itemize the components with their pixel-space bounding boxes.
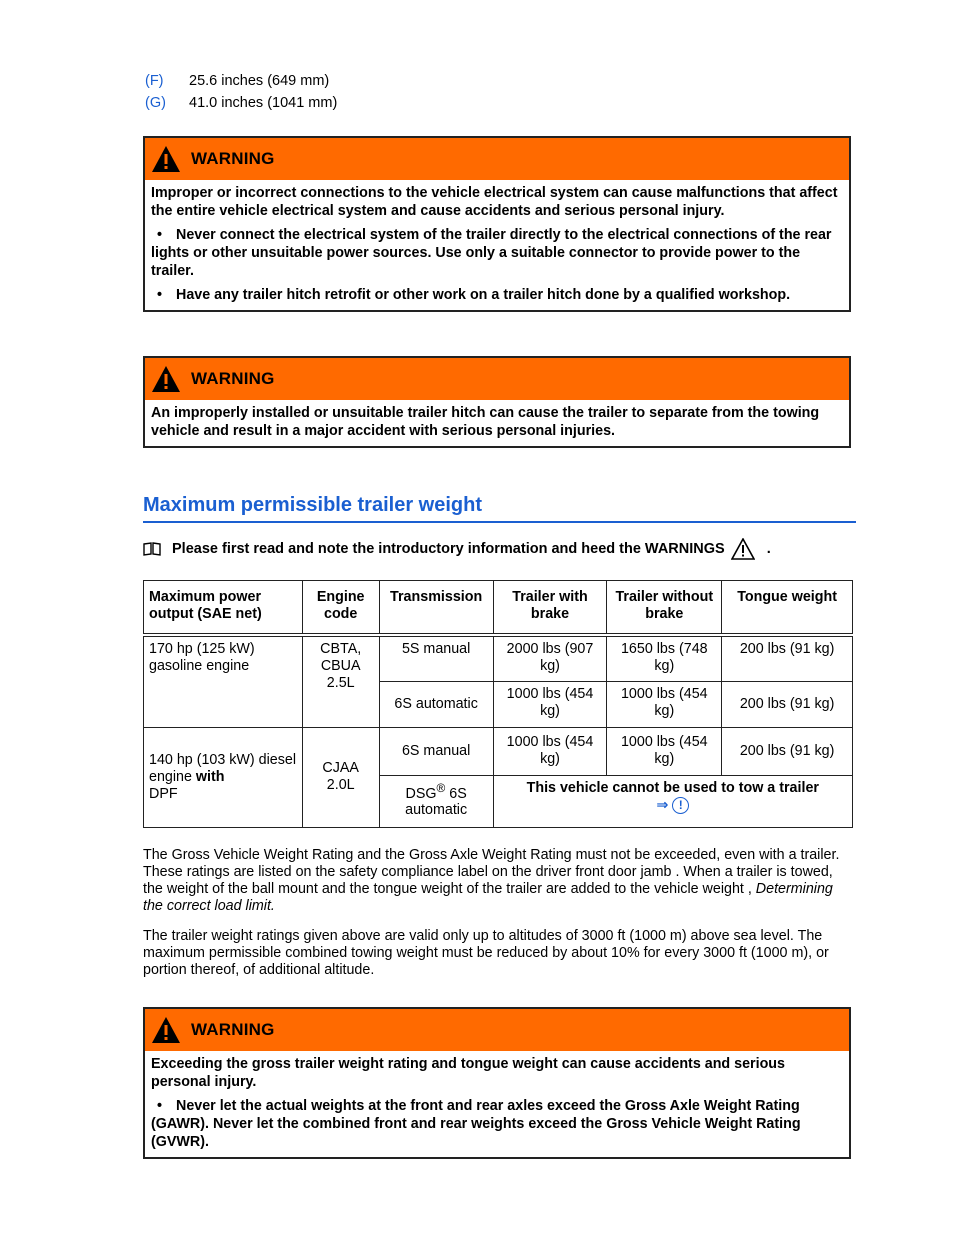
- table-cell: 1000 lbs (454 kg): [607, 727, 722, 775]
- diesel-power-emph: with: [195, 768, 225, 785]
- warning-triangle-icon[interactable]: [731, 538, 755, 560]
- paragraph-weight-ratings: [143, 847, 855, 915]
- book-icon: [143, 542, 161, 556]
- table-cell: 170 hp (125 kW) gasoline engine: [144, 635, 303, 727]
- warning-text: Exceeding the gross trailer weight rating and tongue weight can cause accidents and serious personal injury.: [151, 1056, 785, 1090]
- table-cell: [144, 727, 303, 827]
- table-cell: 200 lbs (91 kg): [722, 727, 853, 775]
- legend-key: (G): [145, 95, 166, 111]
- warning-bullet: • Have any trailer hitch retrofit or other work on a trailer hitch done by a qualified workshop.: [151, 286, 843, 304]
- table-cell: 1000 lbs (454 kg): [493, 727, 607, 775]
- arrow-icon: ⇒: [656, 796, 669, 813]
- registered-mark: ®: [436, 780, 446, 795]
- table-cell: CJAA 2.0L: [302, 727, 379, 827]
- warning-triangle-icon: [151, 1015, 181, 1045]
- table-cell: 6S automatic: [379, 681, 493, 727]
- link-load-limit[interactable]: Determining the correct load limit.: [143, 881, 833, 914]
- warning-title: WARNING: [191, 1020, 275, 1039]
- dsg-label: DSG: [405, 785, 437, 802]
- dimension-legend: [145, 70, 337, 114]
- table-header: Tongue weight: [722, 581, 853, 636]
- paragraph-altitude: The trailer weight ratings given above are valid only up to altitudes of 3000 ft (1000 m) above sea level. The maximum permissible combined towing weight must be reduced by about 10% for every 3000 ft (1000 m), or portion thereof, of additional altitude.: [143, 928, 829, 978]
- table-cell: CBTA, CBUA 2.5L: [302, 635, 379, 727]
- warning-header: [145, 1009, 849, 1051]
- warning-title: WARNING: [191, 369, 275, 388]
- legend-text: 25.6 inches (649 mm): [189, 73, 330, 89]
- dsg-type: 6S automatic: [405, 785, 468, 819]
- table-cell: [379, 775, 493, 827]
- diesel-power: 140 hp (103 kW) diesel engine: [149, 751, 297, 785]
- warning-text: Improper or incorrect connections to the vehicle electrical system can cause malfunctions that affect the entire vehicle electrical system and cause accidents and serious personal injury.: [151, 185, 838, 219]
- table-cell: 1000 lbs (454 kg): [607, 681, 722, 727]
- warning-bullet: • Never let the actual weights at the front and rear axles exceed the Gross Axle Weight Rating (GAWR). Never let the combined front and rear weights exceed the Gross Vehicle Weight Rating (GVWR).: [151, 1097, 843, 1151]
- warning-title: WARNING: [191, 149, 275, 168]
- table-header: Trailer with brake: [493, 581, 607, 636]
- warning-header: [145, 358, 849, 400]
- exclamation-circle-icon[interactable]: !: [672, 797, 689, 814]
- warning-body: [145, 180, 849, 310]
- table-cell-no-tow: [493, 775, 852, 827]
- legend-item: [145, 70, 337, 92]
- table-row: [144, 727, 853, 775]
- table-cell: 2000 lbs (907 kg): [493, 635, 607, 681]
- legend-text: 41.0 inches (1041 mm): [189, 95, 338, 111]
- table-cell: 5S manual: [379, 635, 493, 681]
- legend-item: [145, 92, 337, 114]
- table-cell: 1650 lbs (748 kg): [607, 635, 722, 681]
- warning-body: [145, 400, 849, 446]
- table-header-row: [144, 581, 853, 636]
- table-cell: 200 lbs (91 kg): [722, 635, 853, 681]
- no-tow-note: This vehicle cannot be used to tow a trailer: [526, 779, 819, 796]
- warning-triangle-icon: [151, 144, 181, 174]
- warning-triangle-icon: [151, 364, 181, 394]
- warning-box-hitch: [143, 356, 851, 448]
- table-header: Maximum power output (SAE net): [144, 581, 303, 636]
- table-cell: 1000 lbs (454 kg): [493, 681, 607, 727]
- table-cell: 200 lbs (91 kg): [722, 681, 853, 727]
- table-header: Engine code: [302, 581, 379, 636]
- warning-body: [145, 1051, 849, 1157]
- intro-text: Please first read and note the introductory information and heed the WARNINGS: [172, 541, 725, 557]
- table-row: [144, 635, 853, 681]
- paragraph-text: The Gross Vehicle Weight Rating and the Gross Axle Weight Rating must not be exceeded, even with a trailer. These ratings are listed on the safety compliance label on the driver front door jamb . When a trailer is towed, the weight of the ball mount and the tongue weight of the trailer are added to the vehicle weight ,: [143, 847, 840, 897]
- warning-header: [145, 138, 849, 180]
- table-cell: 6S manual: [379, 727, 493, 775]
- table-header: Transmission: [379, 581, 493, 636]
- section-title: Maximum permissible trailer weight: [143, 491, 856, 523]
- table-header: Trailer without brake: [607, 581, 722, 636]
- legend-key: (F): [145, 73, 164, 89]
- trailer-weight-table: [143, 580, 853, 828]
- diesel-power-dpf: DPF: [149, 785, 178, 802]
- warning-box-electrical: [143, 136, 851, 312]
- warning-text: An improperly installed or unsuitable trailer hitch can cause the trailer to separate from the towing vehicle and result in a major accident with serious personal injuries.: [151, 405, 820, 439]
- intro-period: .: [766, 541, 771, 557]
- warning-bullet: • Never connect the electrical system of the trailer directly to the electrical connections of the rear lights or other unsuitable power sources. Use only a suitable connector to provide power to the trailer.: [151, 226, 843, 280]
- intro-note: [143, 538, 771, 560]
- warning-box-weight: [143, 1007, 851, 1159]
